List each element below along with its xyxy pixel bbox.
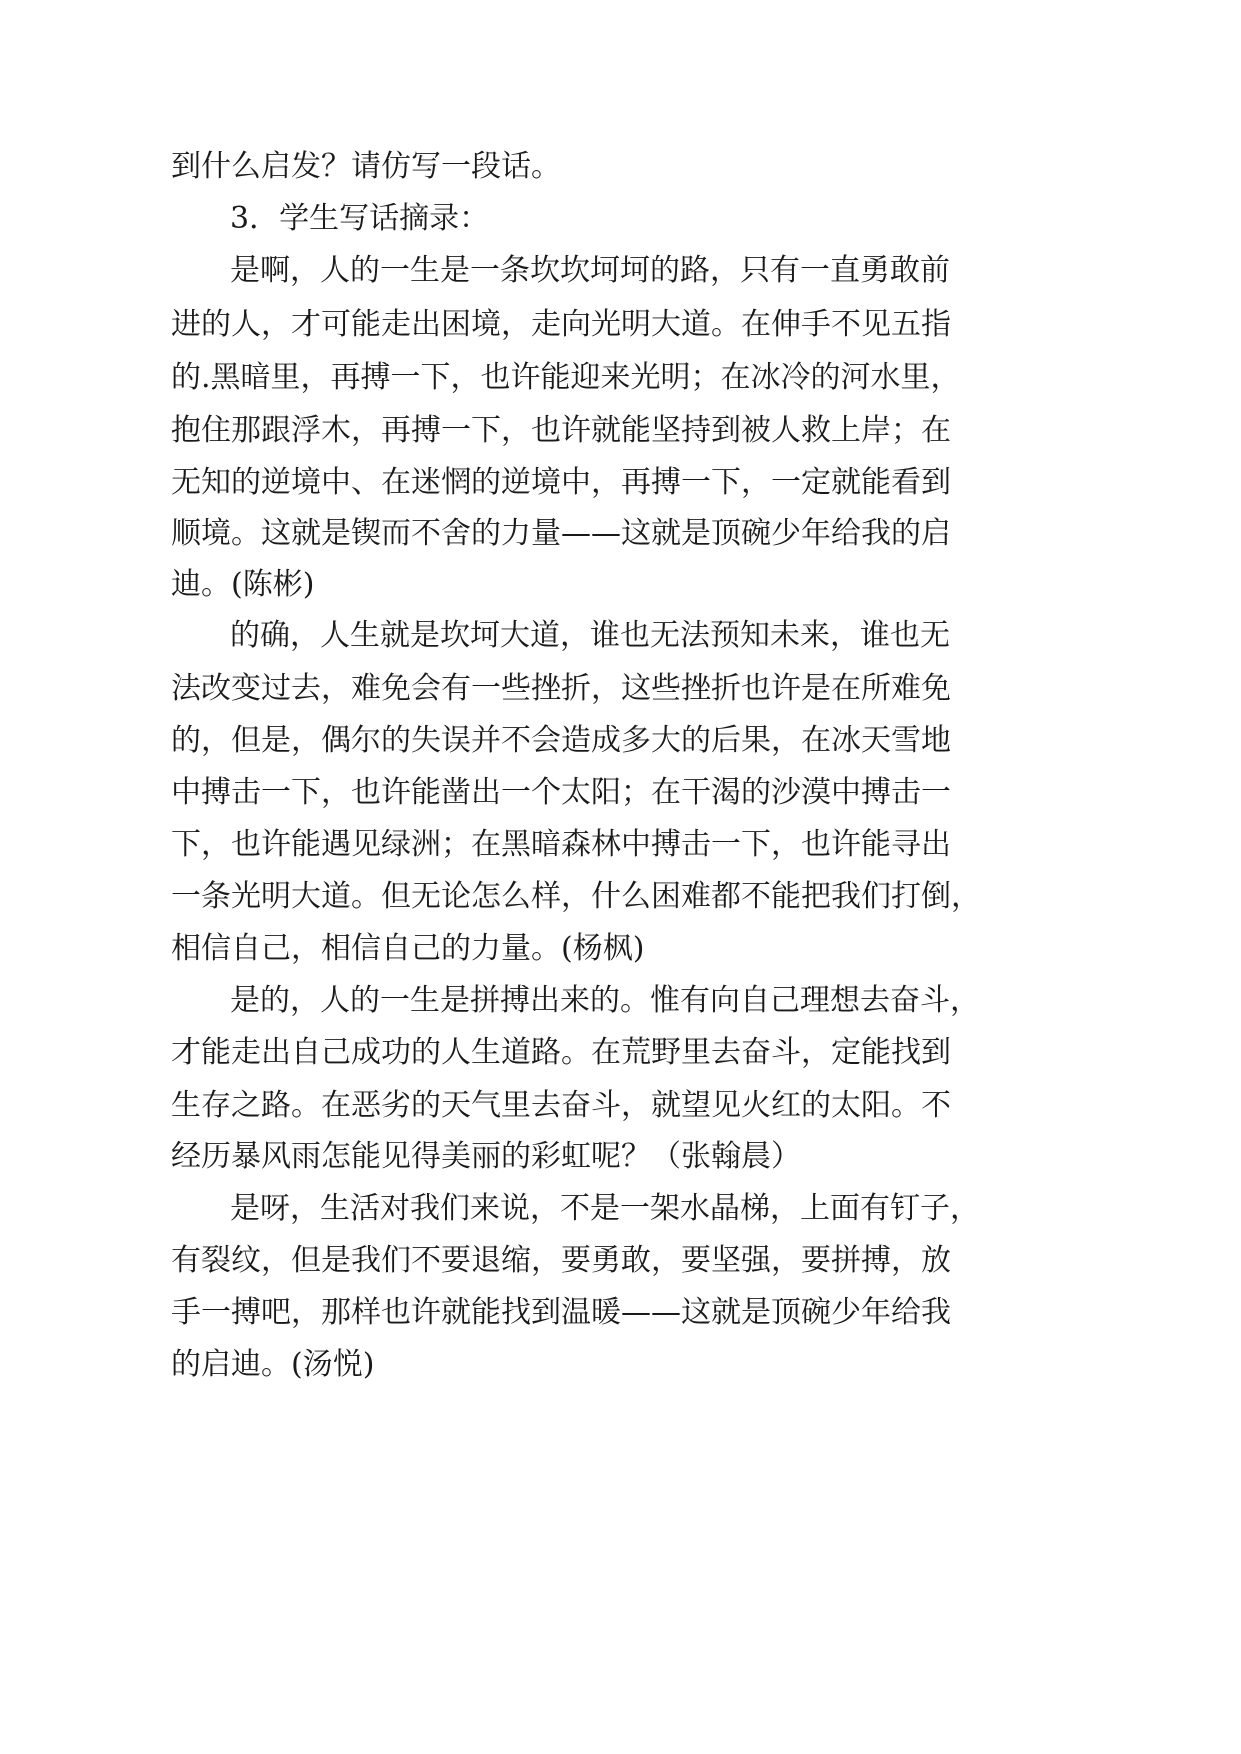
line-text: 经历暴风雨怎能见得美丽的彩虹呢？（张翰晨） (171, 1139, 801, 1174)
text-line (0, 401, 1241, 461)
text-line (0, 241, 1241, 301)
text-line (0, 1023, 1241, 1083)
text-line (0, 971, 1241, 1031)
text-line (0, 815, 1241, 875)
line-text: 抱住那跟浮木，再搏一下，也许就能坚持到被人救上岸；在 (171, 413, 951, 448)
text-line (0, 1127, 1241, 1187)
text-line (0, 295, 1241, 355)
text-line (0, 606, 1241, 666)
text-line (0, 659, 1241, 719)
line-text: 的.黑暗里，再搏一下，也许能迎来光明；在冰冷的河水里， (171, 360, 961, 395)
text-line (0, 919, 1241, 979)
line-text: 相信自己，相信自己的力量。(杨枫) (171, 931, 645, 966)
line-text: 到什么启发？请仿写一段话。 (171, 149, 561, 184)
section-heading (0, 189, 1241, 249)
text-line (0, 348, 1241, 408)
line-text: 有裂纹，但是我们不要退缩，要勇敢，要坚强，要拼搏，放 (171, 1243, 951, 1278)
line-text: 无知的逆境中、在迷惘的逆境中，再搏一下，一定就能看到 (171, 465, 951, 500)
line-text: 是呀，生活对我们来说，不是一架水晶梯，上面有钉子， (230, 1191, 980, 1226)
text-line (0, 867, 1241, 927)
line-text: 顺境。这就是锲而不舍的力量——这就是顶碗少年给我的启 (171, 516, 951, 551)
text-line (0, 1179, 1241, 1239)
text-line (0, 711, 1241, 771)
line-text: 手一搏吧，那样也许就能找到温暖——这就是顶碗少年给我 (171, 1295, 951, 1330)
text-line (0, 1335, 1241, 1395)
line-text: 迪。(陈彬) (171, 567, 315, 602)
line-text: 是啊，人的一生是一条坎坎坷坷的路，只有一直勇敢前 (230, 253, 950, 288)
line-text: 的确，人生就是坎坷大道，谁也无法预知未来，谁也无 (230, 618, 950, 653)
line-text: 的启迪。(汤悦) (171, 1347, 375, 1382)
text-line (0, 137, 1241, 197)
text-line (0, 1231, 1241, 1291)
line-text: 生存之路。在恶劣的天气里去奋斗，就望见火红的太阳。不 (171, 1088, 951, 1123)
line-text: 进的人，才可能走出困境，走向光明大道。在伸手不见五指 (171, 307, 951, 342)
line-text: 下，也许能遇见绿洲；在黑暗森林中搏击一下，也许能寻出 (171, 827, 951, 862)
text-line (0, 763, 1241, 823)
line-text: 法改变过去，难免会有一些挫折，这些挫折也许是在所难免 (171, 671, 951, 706)
text-line (0, 1283, 1241, 1343)
line-text: 才能走出自己成功的人生道路。在荒野里去奋斗，定能找到 (171, 1035, 951, 1070)
line-text: 的，但是，偶尔的失误并不会造成多大的后果，在冰天雪地 (171, 723, 951, 758)
line-text: 3．学生写话摘录： (230, 201, 490, 236)
line-text: 是的，人的一生是拼搏出来的。惟有向自己理想去奋斗， (230, 983, 980, 1018)
line-text: 中搏击一下，也许能凿出一个太阳；在干渴的沙漠中搏击一 (171, 775, 951, 810)
line-text: 一条光明大道。但无论怎么样，什么困难都不能把我们打倒， (171, 879, 981, 914)
